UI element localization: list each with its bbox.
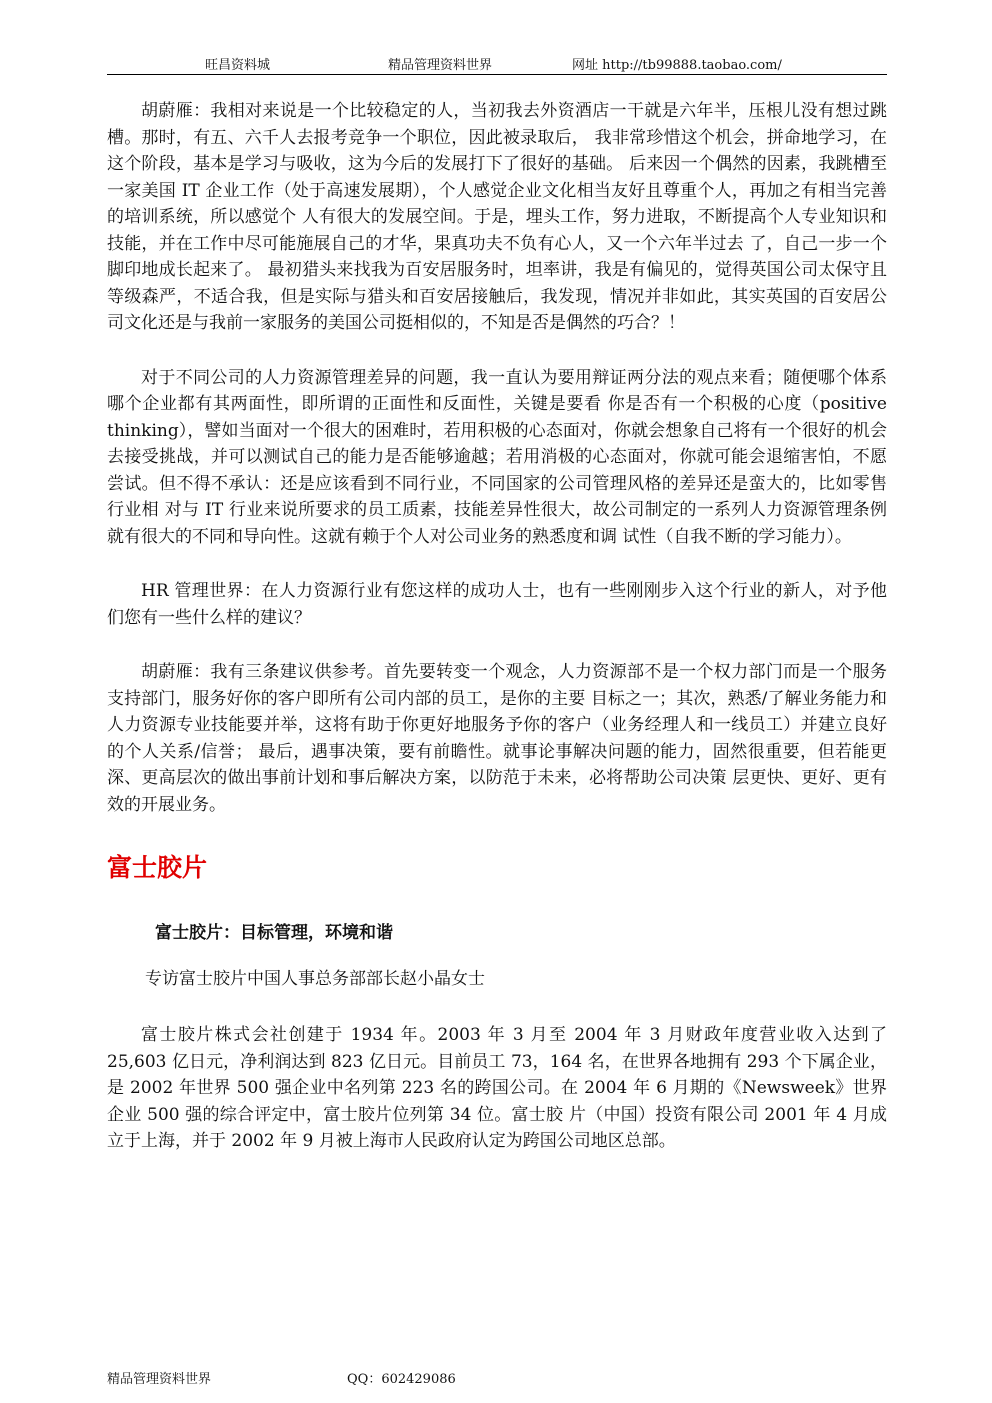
section-intro: 专访富士胶片中国人事总务部部长赵小晶女士 xyxy=(145,969,485,989)
footer-qq: QQ：602429086 xyxy=(347,1372,456,1387)
paragraph-hr-differences: 对于不同公司的人力资源管理差异的问题，我一直认为要用辩证两分法的观点来看；随便哪个体系哪个企业都有其两面性，即所谓的正面性和反面性，关键是要看 你是否有一个积极的心度（positive thinking），譬如当面对一个很大的困难时，若用积极的心态面对，你就会想象自己将有一个很好的机会去接受挑战，并可以测试自己的能力是否能够逾越；若用消极的心态面对，你就可能会退缩害怕，不愿尝试。但不得不承认：还是应该看到不同行业，不同国家的公司管理风格的差异还是蛮大的，比如零售行业相 对与 IT 行业来说所要求的员工质素，技能差异性很大，故公司制定的一系列人力资源管理条例就有很大的不同和导向性。这就有赖于个人对公司业务的熟悉度和调 试性（自我不断的学习能力）。 xyxy=(107,367,887,547)
footer-site-title: 精品管理资料世界 xyxy=(107,1372,212,1387)
page-header xyxy=(107,52,887,75)
section-title: 富士胶片 xyxy=(107,853,208,882)
paragraph-hu-career: 胡蔚雁：我相对来说是一个比较稳定的人，当初我去外资酒店一干就是六年半，压根儿没有想过跳槽。那时，有五、六千人去报考竞争一个职位，因此被录取后， 我非常珍惜这个机会，拼命地学习，在这个阶段，基本是学习与吸收，这为今后的发展打下了很好的基础。 后来因一个偶然的因素，我跳槽至一家美国 IT 企业工作（处于高速发展期），个人感觉企业文化相当友好且尊重个人，再加之有相当完善的培训系统，所以感觉个 人有很大的发展空间。于是，埋头工作，努力进取，不断提高个人专业知识和技能，并在工作中尽可能施展自己的才华，果真功夫不负有心人，又一个六年半过去 了，自己一步一个脚印地成长起来了。 最初猎头来找我为百安居服务时，坦率讲，我是有偏见的，觉得英国公司太保守且等级森严，不适合我，但是实际与猎头和百安居接触后，我发现，情况并非如此，其实英国的百安居公司文化还是与我前一家服务的美国公司挺相似的，不知是否是偶然的巧合？！ xyxy=(107,101,887,333)
header-site-title: 精品管理资料世界 xyxy=(388,58,493,73)
paragraph-hu-advice: 胡蔚雁：我有三条建议供参考。首先要转变一个观念，人力资源部不是一个权力部门而是一个服务支持部门，服务好你的客户即所有公司内部的员工，是你的主要 目标之一；其次，熟悉/了解业务能力和人力资源专业技能要并举，这将有助于你更好地服务予你的客户（业务经理人和一线员工）并建立良好的个人关系/信誉； 最后，遇事决策，要有前瞻性。就事论事解决问题的能力，固然很重要，但若能更深、更高层次的做出事前计划和事后解决方案，以防范于未来，必将帮助公司决策 层更快、更好、更有效的开展业务。 xyxy=(107,662,887,815)
paragraph-hr-question: HR 管理世界：在人力资源行业有您这样的成功人士，也有一些刚刚步入这个行业的新人，对予他们您有一些什么样的建议？ xyxy=(107,581,887,628)
section-subtitle: 富士胶片：目标管理，环境和谐 xyxy=(155,923,393,943)
document-body xyxy=(107,98,887,1155)
paragraph-fujifilm-profile: 富士胶片株式会社创建于 1934 年。2003 年 3 月至 2004 年 3 月财政年度营业收入达到了 25,603 亿日元，净利润达到 823 亿日元。目前员工 73，164 名，在世界各地拥有 293 个下属企业，是 2002 年世界 500 强企业中名列第 223 名的跨国公司。在 2004 年 6 月期的《Newsweek》世界企业 500 强的综合评定中，富士胶片位列第 34 位。富士胶 片（中国）投资有限公司 2001 年 4 月成立于上海，并于 2002 年 9 月被上海市人民政府认定为跨国公司地区总部。 xyxy=(107,1025,887,1151)
page-footer xyxy=(107,1368,887,1388)
header-url: 网址 http://tb99888.taobao.com/ xyxy=(572,58,782,73)
header-shop-name: 旺昌资料城 xyxy=(205,58,271,73)
